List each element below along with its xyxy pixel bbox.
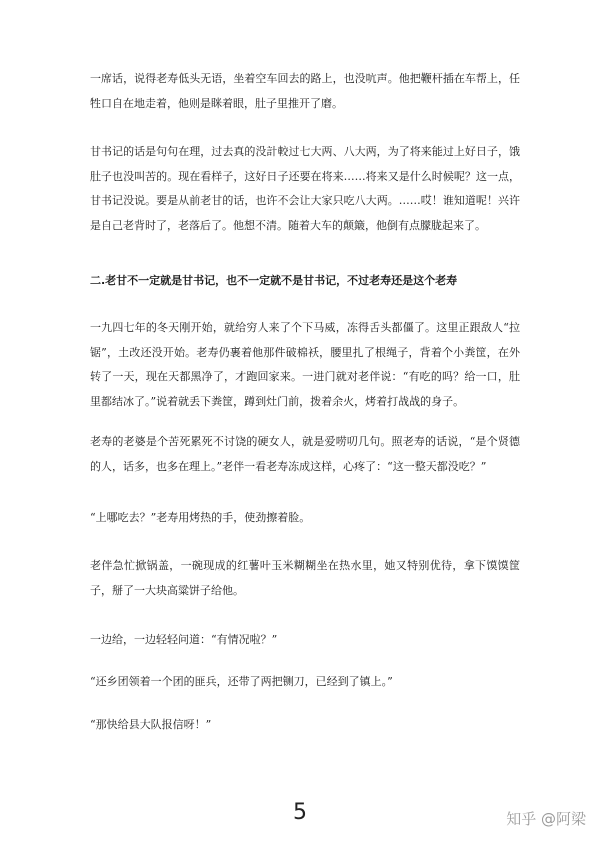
paragraph-9: “那快给县大队报信呀！” [90, 718, 212, 731]
paragraph-4: 老寿的老婆是个苦死累死不讨饶的硬女人，就是爱唠叨几句。照老寿的话说，“是个贤德的人，话多，也多在理上。”老伴一看老寿冻成这样，心疼了：“这一整天都没吃？” [90, 435, 520, 473]
paragraph-5: “上哪吃去？”老寿用烤热的手，使劲擦着脸。 [90, 511, 311, 524]
paragraph-6: 老伴急忙掀锅盖，一碗现成的红薯叶玉米糊糊坐在热水里，她又特别优待，拿下馍馍筐子，掰了一大块高粱饼子给他。 [90, 559, 520, 597]
section-heading: 二.老甘不一定就是甘书记，也不一定就不是甘书记，不过老寿还是这个老寿 [90, 274, 458, 287]
paragraph-7: 一边给，一边轻轻问道：“有情况啦？” [90, 633, 278, 646]
page-number: 5 [293, 800, 307, 825]
paragraph-8: “还乡团领着一个团的匪兵，还带了两把铡刀，已经到了镇上。” [90, 675, 393, 688]
paragraph-1: 一席话，说得老寿低头无语，坐着空车回去的路上，也没吭声。他把鞭杆插在车帮上，任牲口自在地走着，他则是眯着眼，肚子里推开了磨。 [90, 72, 520, 110]
paragraph-2: 甘书记的话是句句在理，过去真的没計較过七大两、八大两，为了将来能过上好日子，饿肚子也没叫苦的。现在看样子，这好日子还要在将来……将来又是什么时候呢？这一点，甘书记没说。要是从前老甘的话，也许不会让大家只吃八大两。……哎！谁知道呢！兴许是自己老背时了，老落后了。他想不清。随着大车的颠簸，他倒有点朦胧起来了。 [90, 145, 520, 232]
paragraph-3: 一九四七年的冬天刚开始，就给穷人来了个下马威，冻得舌头都僵了。这里正跟敌人“拉锯”，土改还没开始。老寿仍裹着他那件破棉袄，腰里扎了根绳子，背着个小粪筐，在外转了一天，现在天都黑净了，才跑回家来。一进门就对老伴说：“有吃的吗？给一口，肚里都结冰了。”说着就丢下粪筐，蹲到灶门前，拨着余火，烤着打战战的身子。 [90, 321, 520, 408]
watermark: 知乎 @阿梁 [506, 810, 586, 828]
